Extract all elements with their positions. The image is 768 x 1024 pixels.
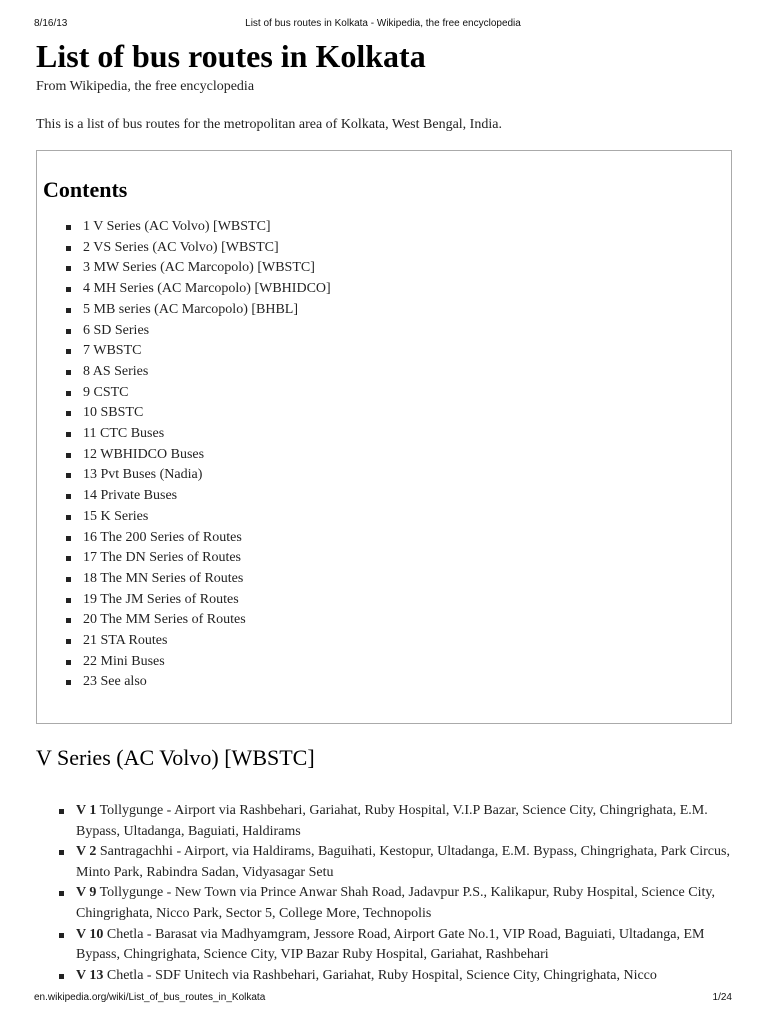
bullet-icon [66,370,71,375]
toc-item-link[interactable]: 11 CTC Buses [83,426,165,442]
bullet-icon [66,577,71,582]
toc-item[interactable] [43,217,725,238]
toc-item-link[interactable]: 9 CSTC [83,384,129,400]
route-code: V 13 [76,967,104,983]
toc-item[interactable] [43,590,725,611]
toc-item-link[interactable]: 18 The MN Series of Routes [83,570,244,586]
toc-list [43,217,725,693]
bullet-icon [59,809,64,814]
toc-item-link[interactable]: 20 The MM Series of Routes [83,612,246,628]
toc-item-link[interactable]: 3 MW Series (AC Marcopolo) [WBSTC] [83,260,315,276]
route-item [36,801,736,842]
route-description: Santragachhi - Airport, via Haldirams, Baguihati, Kestopur, Ultadanga, E.M. Bypass, Chingrighata, Park Circus, Minto Park, Rabindra Sadan, Vidyasagar Setu [76,844,730,880]
bullet-icon [66,515,71,520]
route-code: V 2 [76,844,97,860]
bullet-icon [66,266,71,271]
toc-item[interactable] [43,465,725,486]
page-title: List of bus routes in Kolkata [36,38,426,74]
toc-item-link[interactable]: 22 Mini Buses [83,653,165,669]
bullet-icon [66,349,71,354]
bullet-icon [66,287,71,292]
toc-item-link[interactable]: 1 V Series (AC Volvo) [WBSTC] [83,219,271,234]
toc-item[interactable] [43,610,725,631]
route-description: Chetla - SDF Unitech via Rashbehari, Gariahat, Ruby Hospital, Science City, Chingrighata, Nicco [106,967,657,983]
bullet-icon [66,308,71,313]
bullet-icon [66,660,71,665]
toc-item[interactable] [43,486,725,507]
toc-item[interactable] [43,362,725,383]
toc-item[interactable] [43,631,725,652]
toc-item-link[interactable]: 8 AS Series [83,363,149,379]
toc-item-link[interactable]: 16 The 200 Series of Routes [83,529,242,545]
toc-item[interactable] [43,403,725,424]
toc-item-link[interactable]: 5 MB series (AC Marcopolo) [BHBL] [83,301,299,317]
toc-item[interactable] [43,279,725,300]
toc-item[interactable] [43,528,725,549]
route-item [36,966,736,987]
article-intro: This is a list of bus routes for the metropolitan area of Kolkata, West Bengal, India. [36,117,502,132]
bullet-icon [66,246,71,251]
route-list [36,801,736,986]
print-page-number: 1/24 [712,992,732,1003]
toc-item-link[interactable]: 13 Pvt Buses (Nadia) [83,467,203,483]
bullet-icon [66,411,71,416]
bullet-icon [59,933,64,938]
bullet-icon [59,974,64,979]
route-code: V 10 [76,926,104,942]
article-subtitle: From Wikipedia, the free encyclopedia [36,79,255,94]
toc-item-link[interactable]: 7 WBSTC [83,343,142,359]
bullet-icon [66,432,71,437]
toc-item[interactable] [43,548,725,569]
bullet-icon [59,850,64,855]
toc-item[interactable] [43,424,725,445]
toc-item[interactable] [43,238,725,259]
route-description: Chetla - Barasat via Madhyamgram, Jessore Road, Airport Gate No.1, VIP Road, Baguiati, Ultadanga, EM Bypass, Chingrighata, Science City, VIP Bazar Ruby Hospital, Gariahat, Rashbehari [76,926,705,963]
table-of-contents [36,150,732,724]
toc-item[interactable] [43,341,725,362]
toc-item-link[interactable]: 23 See also [83,674,147,690]
bullet-icon [66,618,71,623]
toc-item[interactable] [43,300,725,321]
toc-item[interactable] [43,383,725,404]
toc-item[interactable] [43,445,725,466]
bullet-icon [66,598,71,603]
toc-item[interactable] [43,258,725,279]
route-description: Tollygunge - New Town via Prince Anwar Shah Road, Jadavpur P.S., Kalikapur, Ruby Hospital, Science City, Chingrighata, Nicco Park, Sector 5, College More, Technopolis [76,885,715,921]
route-item [36,883,736,924]
route-code: V 1 [76,803,97,818]
section-title: V Series (AC Volvo) [WBSTC] [36,744,736,779]
bullet-icon [66,473,71,478]
route-item [36,842,736,883]
print-url: en.wikipedia.org/wiki/List_of_bus_routes_in_Kolkata [34,992,266,1003]
bullet-icon [66,494,71,499]
toc-item[interactable] [43,321,725,342]
bullet-icon [66,536,71,541]
article-content [36,36,736,986]
toc-item-link[interactable]: 15 K Series [83,508,149,524]
toc-item[interactable] [43,652,725,673]
toc-item-link[interactable]: 21 STA Routes [83,633,168,649]
bullet-icon [66,453,71,458]
toc-item[interactable] [43,672,725,693]
toc-item-link[interactable]: 12 WBHIDCO Buses [83,446,205,462]
print-page-title: List of bus routes in Kolkata - Wikipedia, the free encyclopedia [245,18,521,29]
bullet-icon [59,891,64,896]
bullet-icon [66,391,71,396]
toc-heading: Contents [43,177,128,202]
toc-item-link[interactable]: 2 VS Series (AC Volvo) [WBSTC] [83,239,279,255]
bullet-icon [66,680,71,685]
toc-item-link[interactable]: 19 The JM Series of Routes [83,591,239,607]
print-header [34,18,732,32]
toc-item-link[interactable]: 4 MH Series (AC Marcopolo) [WBHIDCO] [83,281,331,297]
bullet-icon [66,225,71,230]
toc-item-link[interactable]: 17 The DN Series of Routes [83,550,241,566]
toc-item-link[interactable]: 6 SD Series [83,322,150,338]
route-code: V 9 [76,885,97,901]
toc-item[interactable] [43,507,725,528]
bullet-icon [66,329,71,334]
bullet-icon [66,556,71,561]
route-item [36,925,736,966]
route-description: Tollygunge - Airport via Rashbehari, Gariahat, Ruby Hospital, V.I.P Bazar, Science City, Chingrighata, E.M. Bypass, Ultadanga, Baguiati, Haldirams [76,803,708,839]
print-footer [34,992,732,1006]
toc-item-link[interactable]: 14 Private Buses [83,488,178,504]
toc-item-link[interactable]: 10 SBSTC [83,405,144,421]
bullet-icon [66,639,71,644]
print-date: 8/16/13 [34,18,68,29]
toc-item[interactable] [43,569,725,590]
